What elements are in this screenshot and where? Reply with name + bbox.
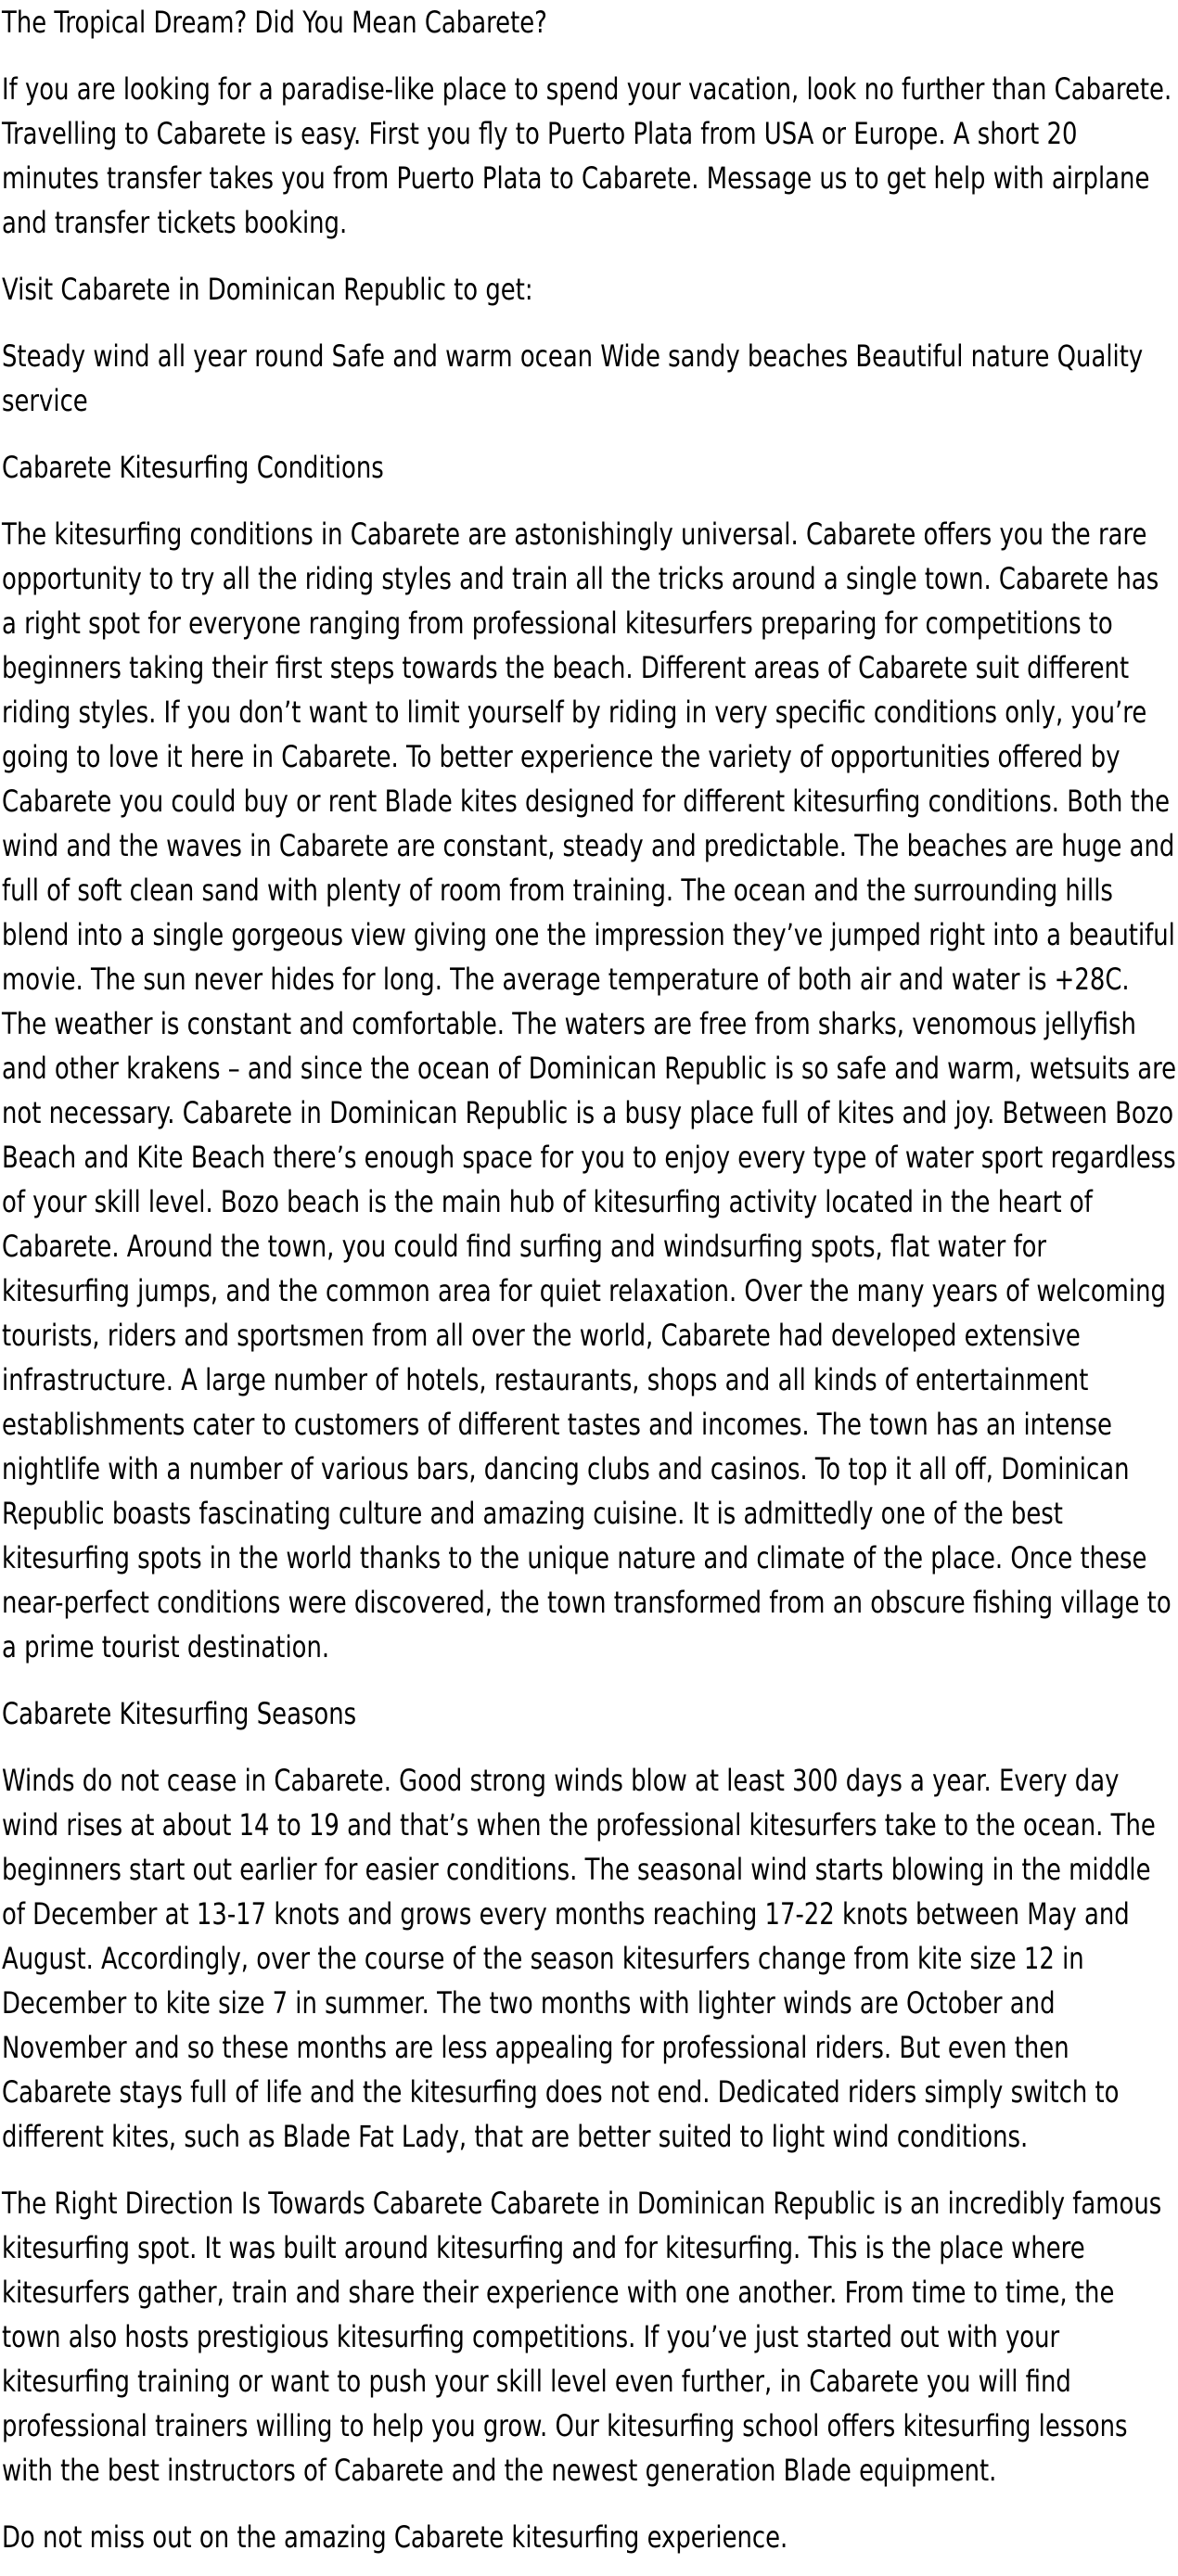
visit-lead: Visit Cabarete in Dominican Republic to get: bbox=[2, 272, 533, 307]
seasons-paragraph: Winds do not cease in Cabarete. Good strong winds blow at least 300 days a year. Every day wind rises at about 14 to 19 and that’s when the professional kitesurfers take to the ocean. The beginners start out earlier for easier conditions. The seasonal wind starts blowing in the middle of December at 13-17 knots and grows every months reaching 17-22 knots between May and August. Accordingly, over the course of the season kitesurfers change from kite size 12 in December to kite size 7 in summer. The two months with lighter winds are October and November and so these months are less appealing for professional riders. But even then Cabarete stays full of life and the kitesurfing does not end. Dedicated riders simply switch to different kites, such as Blade Fat Lady, that are better suited to light wind conditions. bbox=[2, 1763, 1156, 2154]
article bbox=[2, 0, 1178, 2559]
conditions-heading: Cabarete Kitesurfing Conditions bbox=[2, 450, 384, 485]
seasons-heading: Cabarete Kitesurfing Seasons bbox=[2, 1696, 357, 1731]
intro-paragraph: If you are looking for a paradise-like place to spend your vacation, look no further than Cabarete. Travelling to Cabarete is easy. First you fly to Puerto Plata from USA or Europe. A short 20 minutes transfer takes you from Puerto Plata to Cabarete. Message us to get help with airplane and transfer tickets booking. bbox=[2, 71, 1172, 240]
page-title: The Tropical Dream? Did You Mean Cabarete? bbox=[2, 5, 547, 40]
conditions-paragraph: The kitesurfing conditions in Cabarete are astonishingly universal. Cabarete offers you the rare opportunity to try all the riding styles and train all the tricks around a single town. Cabarete has a right spot for everyone ranging from professional kitesurfers preparing for competitions to beginners taking their first steps towards the beach. Different areas of Cabarete suit different riding styles. If you don’t want to limit yourself by riding in very specific conditions only, you’re going to love it here in Cabarete. To better experience the variety of opportunities offered by Cabarete you could buy or rent Blade kites designed for different kitesurfing conditions. Both the wind and the waves in Cabarete are constant, steady and predictable. The beaches are huge and full of soft clean sand with plenty of room from training. The ocean and the surrounding hills blend into a single gorgeous view giving one the impression they’ve jumped right into a beautiful movie. The sun never hides for long. The average temperature of both air and water is +28C. The weather is constant and comfortable. The waters are free from sharks, venomous jellyfish and other krakens – and since the ocean of Dominican Republic is so safe and warm, wetsuits are not necessary. Cabarete in Dominican Republic is a busy place full of kites and joy. Between Bozo Beach and Kite Beach there’s enough space for you to enjoy every type of water sport regardless of your skill level. Bozo beach is the main hub of kitesurfing activity located in the heart of Cabarete. Around the town, you could find surfing and windsurfing spots, flat water for kitesurfing jumps, and the common area for quiet relaxation. Over the many years of welcoming tourists, riders and sportsmen from all over the world, Cabarete had developed extensive infrastructure. A large number of hotels, restaurants, shops and all kinds of entertainment establishments cater to customers of different tastes and incomes. The town has an intense nightlife with a number of various bars, dancing clubs and casinos. To top it all off, Dominican Republic boasts fascinating culture and amazing cuisine. It is admittedly one of the best kitesurfing spots in the world thanks to the unique nature and climate of the place. Once these near-perfect conditions were discovered, the town transformed from an obscure fishing village to a prime tourist destination. bbox=[2, 516, 1177, 1664]
direction-paragraph: The Right Direction Is Towards Cabarete Cabarete in Dominican Republic is an incredibly famous kitesurfing spot. It was built around kitesurfing and for kitesurfing. This is the place where kitesurfers gather, train and share their experience with one another. From time to time, the town also hosts prestigious kitesurfing competitions. If you’ve just started out with your kitesurfing training or want to push your skill level even further, in Cabarete you will find professional trainers willing to help you grow. Our kitesurfing school offers kitesurfing lessons with the best instructors of Cabarete and the newest generation Blade equipment. bbox=[2, 2186, 1162, 2488]
closing-paragraph: Do not miss out on the amazing Cabarete kitesurfing experience. bbox=[2, 2519, 788, 2555]
benefits-list: Steady wind all year round Safe and warm ocean Wide sandy beaches Beautiful nature Quality service bbox=[2, 338, 1144, 418]
